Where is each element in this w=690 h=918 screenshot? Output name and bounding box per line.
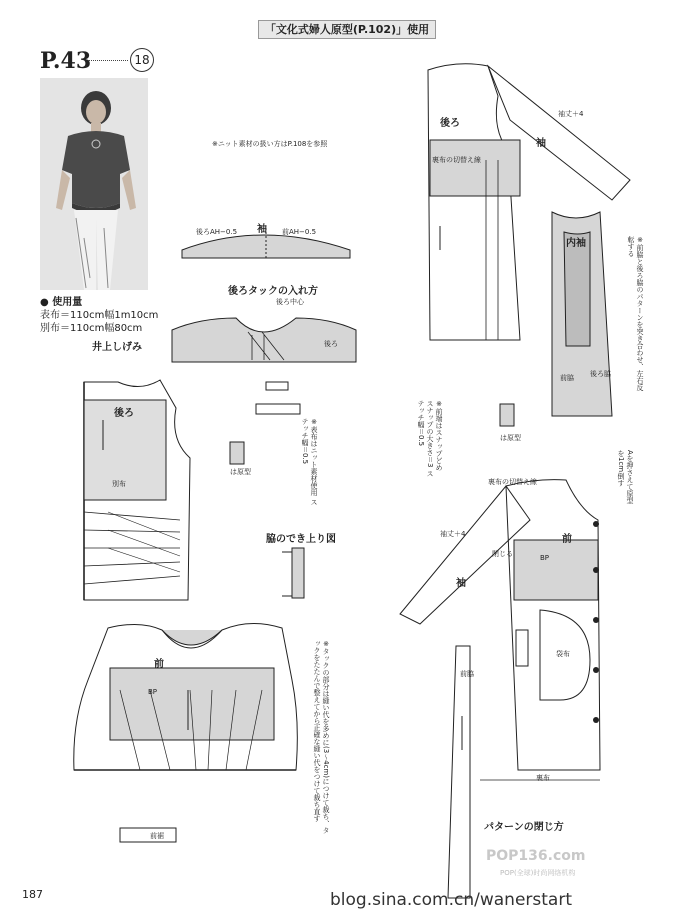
header-title: 「文化式婦人原型(P.102)」使用 xyxy=(258,20,436,39)
pattern-number-badge: 18 xyxy=(130,48,154,72)
fabric-contrast: 別布＝110cm幅80cm xyxy=(40,323,143,334)
sleeve-length-label: 袖丈＋4 xyxy=(558,110,584,118)
watermark-logo: POP136.com xyxy=(486,848,586,864)
sleeve-length-label-2: 袖丈＋4 xyxy=(440,530,466,538)
front-bodice-label: 前 xyxy=(154,659,164,670)
tuck-title: 後ろタックの入れ方 xyxy=(228,286,318,297)
front-side-label-top: 前脇 xyxy=(560,374,574,382)
back-bodice-label: 後ろ xyxy=(114,408,134,419)
front-side-label: 前脇 xyxy=(460,670,474,678)
facing-piece-2 xyxy=(256,404,300,414)
side-finish-title: 脇のでき上り図 xyxy=(266,534,336,545)
front-hem-label: 前裾 xyxy=(150,832,164,840)
back-side-label: 後ろ脇 xyxy=(590,370,611,378)
lining-line-label-2: 裏布の切替え線 xyxy=(488,478,537,486)
front-hem-piece xyxy=(120,828,176,842)
back-center-label: 後ろ中心 xyxy=(276,298,304,306)
right-front-label: 前 xyxy=(562,534,572,545)
fabric-title: ● 使用量 xyxy=(40,297,83,308)
lining-label: 裏布 xyxy=(536,774,550,782)
watermark-url: blog.sina.com.cn/wanerstart xyxy=(330,890,572,910)
watermark-logo-sub: POP(全球)时尚网络机构 xyxy=(500,869,576,877)
snap-note: ※前端はスナップどめ スナップの大きさ＝3 ステッチ幅＝0.5 xyxy=(417,400,443,477)
legend-swatch-1 xyxy=(230,442,244,464)
fabric-main: 表布＝110cm幅1m10cm xyxy=(40,310,159,321)
sleeve-back-ah: 後ろAH−0.5 xyxy=(196,228,238,236)
closing-title: パターンの閉じ方 xyxy=(484,822,564,833)
page-label: P.43 xyxy=(40,48,92,74)
sleeve-title: 袖 xyxy=(257,224,267,235)
front-lower xyxy=(506,480,600,770)
bp-label-left: BP xyxy=(148,688,158,696)
contrast-label: 別布 xyxy=(112,480,126,488)
genkei-legend-2: は原型 xyxy=(500,434,521,442)
inner-sleeve-label: 内袖 xyxy=(566,238,586,249)
right-back-label: 後ろ xyxy=(440,118,460,129)
closed-label: 閉じる xyxy=(492,550,513,558)
pocket-label: 袋布 xyxy=(556,650,570,658)
side-finish-diagram xyxy=(292,548,304,598)
knit-note: ※ニット素材の扱い方はP.108を参照 xyxy=(212,140,328,148)
pocket-opening xyxy=(516,630,528,666)
footer-page-number: 187 xyxy=(22,888,43,901)
lining-line-label: 裏布の切替え線 xyxy=(432,156,481,164)
bp-label-right: BP xyxy=(540,554,550,562)
tuck-seam-note: ※タックの部分は縫い代を多めに(3〜4cm)につけて裁ち、タックをたたんで整えてから正確な縫い代をつけて裁ち直す xyxy=(313,640,330,835)
stitch-note: ※表布はニット素材使用 ステッチ幅＝0.5 xyxy=(301,418,318,506)
inner-sleeve-note: ※前脇と後ろ脇のパターンを突き合わせ、左右反転する xyxy=(627,236,644,391)
front-side-piece xyxy=(448,646,470,898)
sleeve-front-ah: 前AH−0.5 xyxy=(282,228,317,236)
a-press-note: Aを押さえて原型を1cm倒す xyxy=(617,450,634,504)
genkei-legend-1: は原型 xyxy=(230,468,251,476)
author-name: 井上しげみ xyxy=(92,342,142,353)
sleeve-piece xyxy=(182,235,350,258)
legend-swatch-2 xyxy=(500,404,514,426)
tuck-back-label: 後ろ xyxy=(324,340,338,348)
facing-piece-1 xyxy=(266,382,288,390)
back-upper xyxy=(428,64,520,340)
right-lower-sleeve-label: 袖 xyxy=(456,578,466,589)
right-sleeve-label: 袖 xyxy=(536,138,546,149)
